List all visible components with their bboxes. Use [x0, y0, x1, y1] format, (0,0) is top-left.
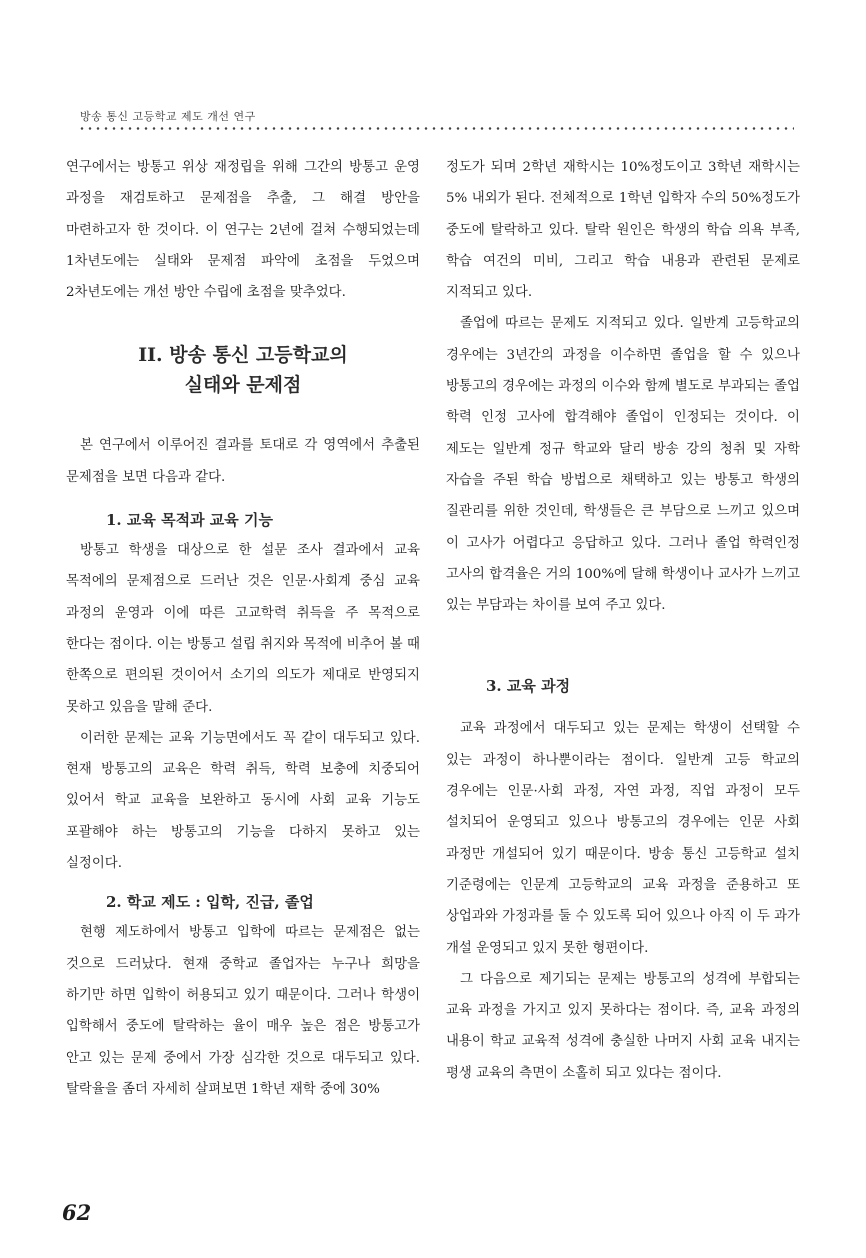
subsection-3-paragraph-2: 그 다음으로 제기되는 문제는 방통고의 성격에 부합되는 교육 과정을 가지고 있지 못하다는 점이다. 즉, 교육 과정의 내용이 학교 교육적 성격에 충실한 나머지 사회 교육 내지는 평생 교육의 측면이 소홀히 되고 있다는 점이다.	[446, 971, 800, 1081]
left-column	[66, 152, 420, 1105]
section-title-line-2: 실태와 문제점	[184, 374, 302, 397]
continued-paragraph: 정도가 되며 2학년 재학시는 10%정도이고 3학년 재학시는 5% 내외가 된다. 전체적으로 1학년 입학자 수의 50%정도가 중도에 탈락하고 있다. 탈락 원인은 학생의 학습 의욕 부족, 학습 여건의 미비, 그리고 학습 내용과 관련된 문제로 지적되고 있다.	[446, 160, 800, 301]
subsection-1-paragraph-1: 방통고 학생을 대상으로 한 설문 조사 결과에서 교육 목적에의 문제점으로 드러난 것은 인문·사회계 중심 교육 과정의 운영과 이에 따른 고교학력 취득을 주 목적으로 한다는 점이다. 이는 방통고 설립 취지와 목적에 비추어 볼 때 한쪽으로 편의된 것이어서 소기의 의도가 제대로 반영되지 못하고 있음을 말해 준다.	[66, 543, 420, 715]
section-title-line-1: II. 방송 통신 고등학교의	[138, 344, 348, 367]
subsection-title-2: 2. 학교 제도 : 입학, 진급, 졸업	[106, 893, 314, 912]
subsection-2-paragraph-1: 현행 제도하에서 방통고 입학에 따르는 문제점은 없는 것으로 드러났다. 현재 중학교 졸업자는 누구나 희망을 하기만 하면 입학이 허용되고 있기 때문이다. 그러나 학생이 입학해서 중도에 탈락하는 율이 매우 높은 점은 방통고가 안고 있는 문제 중에서 가장 심각한 것으로 대두되고 있다. 탈락율을 좀더 자세히 살펴보면 1학년 재학 중에 30%	[66, 925, 420, 1097]
subsection-1-paragraph-2: 이러한 문제는 교육 기능면에서도 꼭 같이 대두되고 있다. 현재 방통고의 교육은 학력 취득, 학력 보충에 치중되어 있어서 학교 교육을 보완하고 동시에 사회 교육 기능도 포괄해야 하는 방통고의 기능을 다하지 못하고 있는 실정이다.	[66, 730, 420, 872]
graduation-paragraph: 졸업에 따르는 문제도 지적되고 있다. 일반계 고등학교의 경우에는 3년간의 과정을 이수하면 졸업을 할 수 있으나 방통고의 경우에는 과정의 이수와 함께 별도로 부과되는 졸업 학력 인정 고사에 합격해야 졸업이 인정되는 것이다. 이 제도는 일반계 정규 학교와 달리 방송 강의 청취 및 자학 자습을 주된 학습 방법으로 채택하고 있는 방통고 학생의 질관리를 위한 것인데, 학생들은 큰 부담으로 느끼고 있으며 이 고사가 어렵다고 응답하고 있다. 그러나 졸업 학력인정 고사의 합격율은 거의 100%에 달해 학생이나 교사가 느끼고 있는 부담과는 차이를 보여 주고 있다.	[446, 316, 800, 614]
section-title	[66, 340, 420, 400]
page-number: 62	[62, 1200, 92, 1225]
subsection-title-3: 3. 교육 과정	[486, 677, 571, 696]
subsection-3-paragraph-1: 교육 과정에서 대두되고 있는 문제는 학생이 선택할 수 있는 과정이 하나뿐이라는 점이다. 일반계 고등 학교의 경우에는 인문·사회 과정, 자연 과정, 직업 과정이 모두 설치되어 운영되고 있으나 방통고의 경우에는 인문 사회 과정만 개설되어 있기 때문이다. 방송 통신 고등학교 설치 기준령에는 인문계 고등학교의 교육 과정을 준용하고 또 상업과와 가정과를 둘 수 있도록 되어 있으나 아직 이 두 과가 개설 운영되고 있지 못한 형편이다.	[446, 721, 800, 956]
subsection-title-1: 1. 교육 목적과 교육 기능	[106, 511, 273, 530]
section-intro-paragraph: 본 연구에서 이루어진 결과를 토대로 각 영역에서 추출된 문제점을 보면 다음과 같다.	[66, 438, 420, 485]
header-dotted-rule	[78, 126, 794, 131]
intro-paragraph: 연구에서는 방통고 위상 재정립을 위해 그간의 방통고 운영 과정을 재검토하고 문제점을 추출, 그 해결 방안을 마련하고자 한 것이다. 이 연구는 2년에 걸쳐 수행되었는데 1차년도에는 실태와 문제점 파악에 초점을 두었으며 2차년도에는 개선 방안 수립에 초점을 맞추었다.	[66, 160, 420, 301]
running-header: 방송 통신 고등학교 제도 개선 연구	[80, 110, 256, 123]
right-column	[446, 152, 800, 1089]
